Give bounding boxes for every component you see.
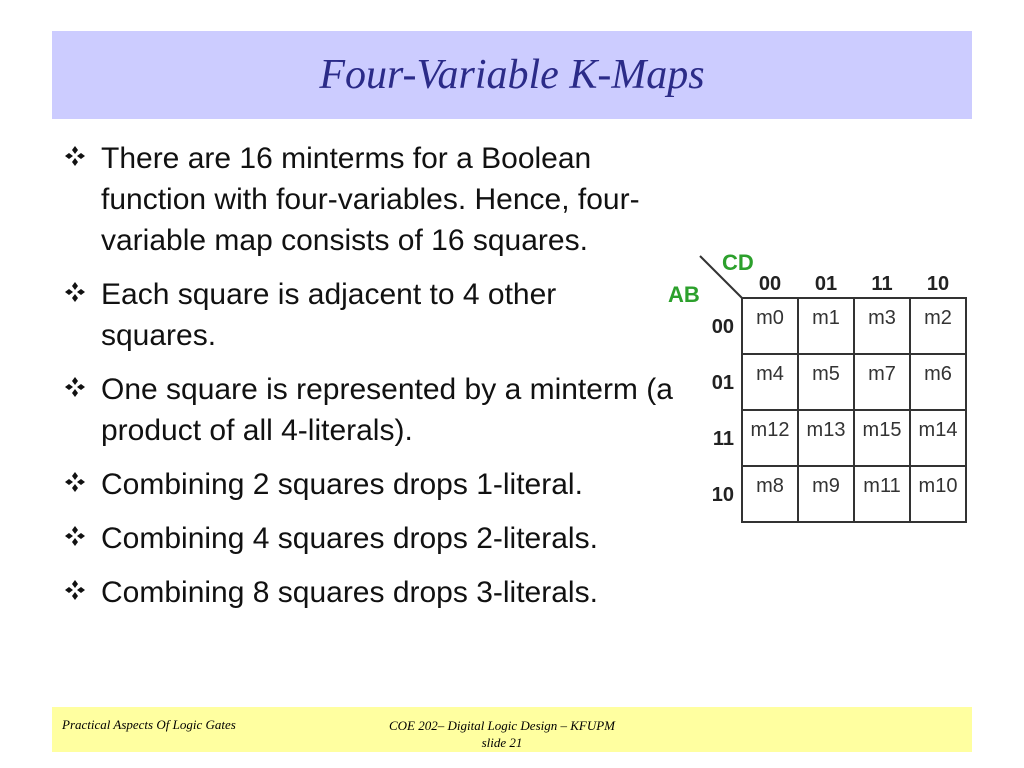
footer-slide-number: slide 21 <box>481 735 523 750</box>
kmap-col-header: 01 <box>814 273 838 295</box>
bullet-item <box>64 138 674 261</box>
kmap-cell-label: m3 <box>868 307 896 329</box>
bullet-item <box>64 572 674 613</box>
kmap-grid <box>712 273 966 522</box>
four-diamond-bullet-icon <box>64 525 86 547</box>
kmap-row-header: 11 <box>712 428 734 450</box>
kmap-cell-label: m8 <box>756 475 784 497</box>
bullet-text: One square is represented by a minterm (a product of all 4-literals). <box>101 373 673 447</box>
kmap-cell-label: m14 <box>918 419 958 441</box>
kmap-cell-label: m2 <box>924 307 952 329</box>
bullet-text: Combining 8 squares drops 3-literals. <box>101 576 598 609</box>
bullet-item <box>64 274 674 356</box>
kmap-cell-label: m1 <box>812 307 840 329</box>
kmap-col-header: 11 <box>871 273 893 295</box>
kmap-cell-label: m11 <box>863 475 901 497</box>
bullet-text: Each square is adjacent to 4 other squares. <box>101 278 557 352</box>
four-diamond-bullet-icon <box>64 376 86 398</box>
kmap-cell-label: m13 <box>806 419 846 441</box>
slide-title: Four-Variable K-Maps <box>319 52 705 98</box>
kmap-cell-label: m7 <box>868 363 896 385</box>
kmap-cell-label: m4 <box>756 363 784 385</box>
kmap-cell-label: m15 <box>862 419 902 441</box>
four-diamond-bullet-icon <box>64 281 86 303</box>
bullet-item <box>64 464 674 505</box>
bullet-item <box>64 518 674 559</box>
kmap-cell-label: m10 <box>918 475 958 497</box>
kmap-cell-label: m12 <box>750 419 790 441</box>
bullet-item <box>64 369 674 451</box>
title-bar <box>52 31 972 119</box>
kmap-col-var: CD <box>722 250 754 275</box>
four-diamond-bullet-icon <box>64 579 86 601</box>
bullet-text: There are 16 minterms for a Boolean function with four-variables. Hence, four-variable map consists of 16 squares. <box>101 142 640 257</box>
kmap-row-header: 00 <box>711 316 734 338</box>
kmap-col-header: 00 <box>758 273 782 295</box>
four-diamond-bullet-icon <box>64 145 86 167</box>
kmap-row-header: 01 <box>711 372 734 394</box>
footer-left-text: Practical Aspects Of Logic Gates <box>62 717 236 732</box>
footer-course: COE 202– Digital Logic Design – KFUPM <box>388 718 616 733</box>
footer-center <box>382 717 622 751</box>
kmap-row-header: 10 <box>711 484 734 506</box>
kmap-cell-label: m6 <box>924 363 952 385</box>
bullet-text: Combining 2 squares drops 1-literal. <box>101 468 583 501</box>
bullet-text: Combining 4 squares drops 2-literals. <box>101 522 598 555</box>
four-diamond-bullet-icon <box>64 471 86 493</box>
kmap-diagram <box>664 248 974 538</box>
kmap-svg <box>664 248 974 538</box>
kmap-cell-label: m0 <box>756 307 784 329</box>
kmap-cell-label: m9 <box>812 475 840 497</box>
kmap-cell-label: m5 <box>812 363 840 385</box>
kmap-col-header: 10 <box>926 273 950 295</box>
kmap-row-var: AB <box>668 282 700 307</box>
footer-bar <box>52 707 972 752</box>
bullet-list <box>64 138 674 626</box>
